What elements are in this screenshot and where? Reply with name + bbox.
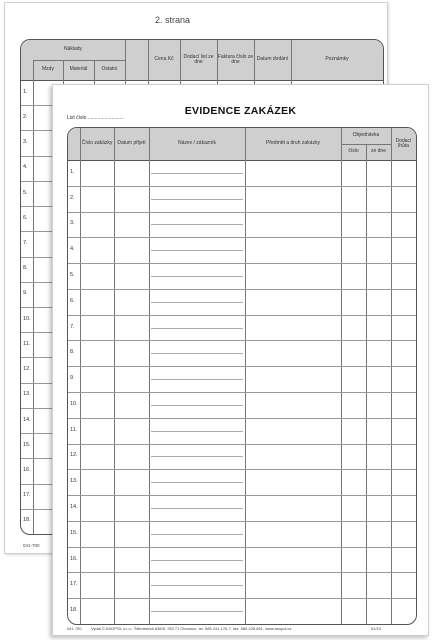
row-divider — [68, 263, 416, 264]
row-number: 18. — [23, 517, 31, 524]
sub-row-line — [151, 224, 243, 225]
column-divider — [391, 128, 392, 624]
row-number: 6. — [70, 297, 75, 304]
sub-row-line — [151, 405, 243, 406]
row-number: 12. — [23, 366, 31, 373]
row-number: 5. — [23, 189, 28, 196]
row-number: 6. — [23, 214, 28, 221]
sub-row-line — [151, 353, 243, 354]
row-number: 8. — [23, 265, 28, 272]
row-number: 3. — [23, 139, 28, 146]
costs-table-header — [21, 40, 383, 81]
header-dodaci-list: Dodací list ze dne — [183, 53, 214, 65]
sub-row-line — [151, 379, 243, 380]
row-divider — [68, 598, 416, 599]
page-number-label: 2. strana — [155, 15, 191, 25]
sub-row-line — [151, 431, 243, 432]
column-divider — [80, 128, 81, 624]
header-ostatni: Ostatní — [101, 66, 118, 73]
row-number: 17. — [70, 581, 78, 588]
sub-row-line — [151, 302, 243, 303]
row-number: 12. — [70, 452, 78, 459]
row-number: 4. — [70, 246, 75, 253]
header-poznamky: Poznámky — [325, 56, 349, 63]
header-objednavka: Objednávka — [352, 132, 380, 139]
sub-row-line — [151, 456, 243, 457]
header-datum-dodani: Datum dodání — [256, 56, 289, 63]
row-number: 11. — [23, 340, 31, 347]
row-divider — [68, 418, 416, 419]
sub-row-line — [151, 508, 243, 509]
row-number: 13. — [23, 391, 31, 398]
row-divider — [68, 340, 416, 341]
sub-row-line — [151, 585, 243, 586]
row-number: 2. — [70, 194, 75, 201]
orders-table-header — [68, 128, 416, 161]
row-divider — [68, 547, 416, 548]
row-divider — [68, 444, 416, 445]
row-number: 7. — [23, 239, 28, 246]
footer-version: 01/10 — [371, 626, 382, 631]
header-nazev-zakaznik: Název / zákazník — [177, 140, 217, 147]
row-number: 9. — [23, 290, 28, 297]
header-cislo-zakazky: Číslo zakázky — [81, 140, 113, 147]
row-number: 1. — [70, 168, 75, 175]
form-title: EVIDENCE ZAKÁZEK — [184, 105, 297, 117]
front-sheet — [52, 84, 429, 636]
row-number: 2. — [23, 113, 28, 120]
row-divider — [68, 237, 416, 238]
footer-code: 041 700 — [67, 626, 82, 631]
header-mzdy: Mzdy — [42, 66, 54, 73]
row-number: 17. — [23, 492, 31, 499]
column-divider — [114, 128, 115, 624]
row-number: 15. — [23, 441, 31, 448]
row-number: 8. — [70, 349, 75, 356]
row-number: 14. — [23, 416, 31, 423]
header-naklady: Náklady — [63, 46, 83, 53]
sub-row-line — [151, 534, 243, 535]
header-faktura: Faktura číslo ze dne — [217, 53, 254, 65]
sub-row-line — [151, 482, 243, 483]
header-cislo: číslo — [348, 148, 359, 155]
row-number: 13. — [70, 478, 78, 485]
row-number: 9. — [70, 375, 75, 382]
header-material: Materiál — [69, 66, 88, 73]
header-predmet: Předmět a druh zakázky — [266, 140, 320, 147]
sub-row-line — [151, 560, 243, 561]
row-number: 18. — [70, 607, 78, 614]
row-number: 10. — [23, 315, 31, 322]
sub-row-line — [151, 276, 243, 277]
column-divider — [366, 144, 367, 624]
column-divider — [149, 128, 150, 624]
row-divider — [68, 186, 416, 187]
row-divider — [68, 212, 416, 213]
row-divider — [68, 315, 416, 316]
sub-row-line — [151, 199, 243, 200]
row-divider — [68, 495, 416, 496]
row-number: 14. — [70, 504, 78, 510]
row-number: 3. — [70, 220, 75, 227]
sub-row-line — [151, 328, 243, 329]
row-divider — [68, 521, 416, 522]
row-number: 4. — [23, 164, 28, 171]
form-code: 041-700 — [23, 543, 40, 548]
row-divider — [68, 366, 416, 367]
sub-row-line — [151, 611, 243, 612]
row-number: 7. — [70, 323, 75, 330]
header-cena: Cena Kč — [154, 56, 174, 63]
row-divider — [68, 572, 416, 573]
row-number: 11. — [70, 426, 78, 433]
row-number: 10. — [70, 400, 78, 407]
row-number: 5. — [70, 272, 75, 278]
row-divider — [68, 289, 416, 290]
header-dodaci-lhuta: Dodací lhůta — [395, 137, 412, 149]
row-number: 15. — [70, 529, 78, 536]
header-ze-dne: ze dne — [370, 148, 386, 155]
column-divider — [341, 128, 342, 624]
row-number: 16. — [70, 555, 78, 562]
sub-row-line — [151, 173, 243, 174]
row-number: 1. — [23, 88, 28, 95]
header-datum-prijeti: Datum přijetí — [117, 140, 146, 147]
orders-table — [67, 127, 417, 625]
footer-publisher: Vydal © ASOPOL s.r.o., Štěrnberká 636/8, 783 71 Olomouc, tel. 585 241 176-7, fax: 585 228 691, www.asopol.cz — [91, 626, 292, 631]
row-divider — [68, 392, 416, 393]
sub-row-line — [151, 250, 243, 251]
column-divider — [245, 128, 246, 624]
row-divider — [68, 469, 416, 470]
row-number: 16. — [23, 466, 31, 473]
sheet-number-label: List číslo .......................... — [67, 115, 124, 121]
